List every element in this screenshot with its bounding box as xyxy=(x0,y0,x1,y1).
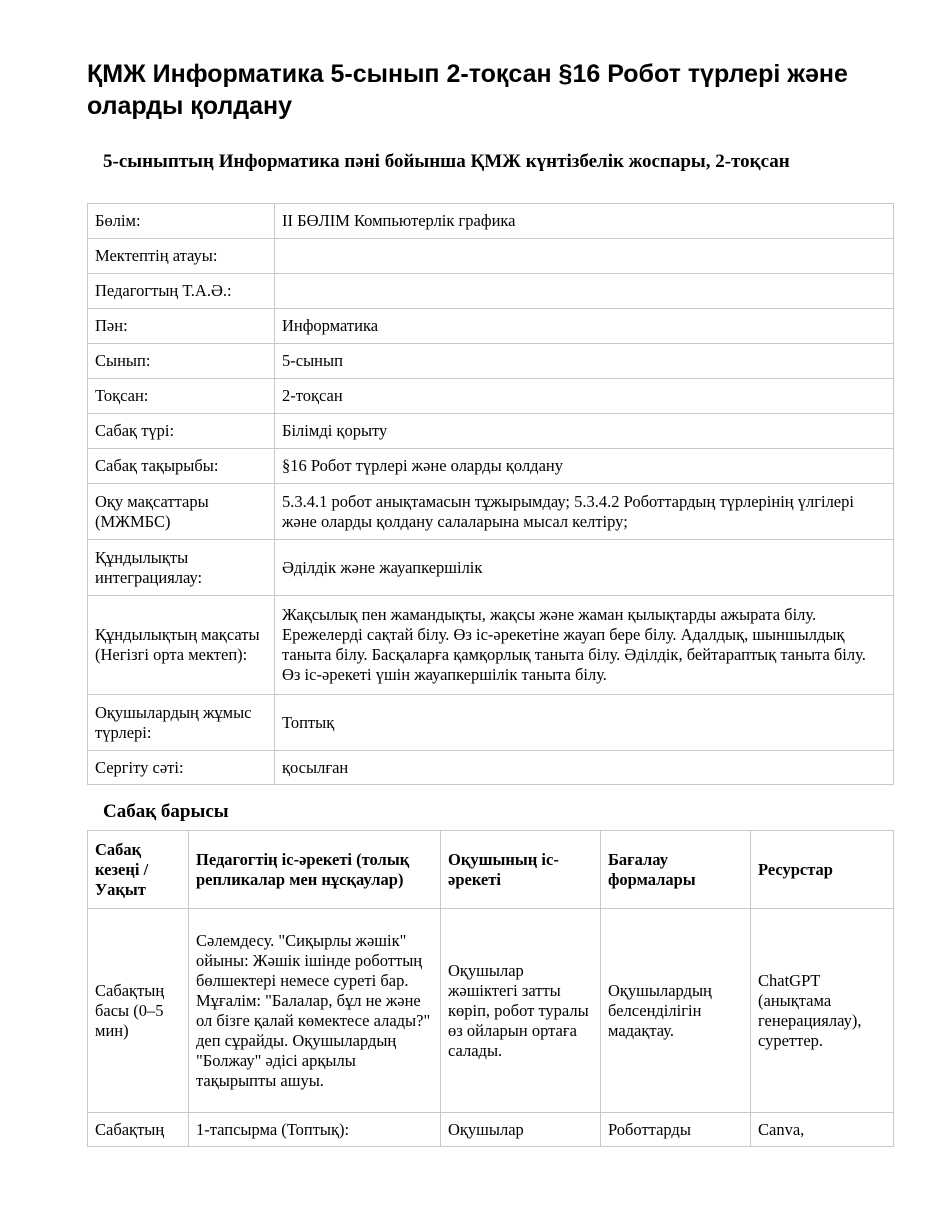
info-value: 5.3.4.1 робот анықтамасын тұжырымдау; 5.3.4.2 Роботтардың түрлерінің үлгілері және оларды қолдану салаларына мысал келтіру; xyxy=(275,484,894,540)
info-value: 5-сынып xyxy=(275,344,894,379)
student-activity-cell: Оқушылар xyxy=(441,1113,601,1147)
column-header-assessment: Бағалау формалары xyxy=(601,831,751,909)
info-value: Жақсылық пен жамандықты, жақсы және жаман қылықтарды ажырата білу. Ережелерді сақтай білу. Өз іс-әрекетіне жауап бере білу. Адалдық, шыншылдық таныта білу. Басқаларға қамқорлық таныта білу. Әділдік, бейтараптық таныта білу. Өз іс-әрекеті үшін жауапкершілік таныта білу. xyxy=(275,596,894,695)
plan-heading: 5-сыныптың Информатика пәні бойынша ҚМЖ күнтізбелік жоспары, 2-тоқсан xyxy=(103,151,790,172)
table-row xyxy=(88,449,894,484)
table-row xyxy=(88,540,894,596)
stage-cell: Сабақтың басы (0–5 мин) xyxy=(88,909,189,1113)
lesson-info-table xyxy=(87,203,894,785)
table-header-row xyxy=(88,831,894,909)
lesson-flow-heading: Сабақ барысы xyxy=(103,801,229,822)
info-value: Топтық xyxy=(275,695,894,751)
column-header-student-activity: Оқушының іс-әрекеті xyxy=(441,831,601,909)
info-value: Әділдік және жауапкершілік xyxy=(275,540,894,596)
info-value: қосылған xyxy=(275,751,894,785)
table-row xyxy=(88,274,894,309)
assessment-cell: Роботтарды xyxy=(601,1113,751,1147)
column-header-teacher-activity: Педагогтің іс-әрекеті (толық репликалар мен нұсқаулар) xyxy=(189,831,441,909)
resources-cell: Canva, xyxy=(751,1113,894,1147)
table-row xyxy=(88,204,894,239)
info-label: Құндылықтың мақсаты (Негізгі орта мектеп): xyxy=(88,596,275,695)
info-label: Педагогтың Т.А.Ә.: xyxy=(88,274,275,309)
info-label: Мектептің атауы: xyxy=(88,239,275,274)
info-value xyxy=(275,274,894,309)
info-label: Сынып: xyxy=(88,344,275,379)
lesson-flow-table xyxy=(87,830,894,1147)
info-label: Бөлім: xyxy=(88,204,275,239)
table-row xyxy=(88,751,894,785)
column-header-resources: Ресурстар xyxy=(751,831,894,909)
info-value: 2-тоқсан xyxy=(275,379,894,414)
column-header-stage: Сабақ кезеңі / Уақыт xyxy=(88,831,189,909)
assessment-cell: Оқушылардың белсенділігін мадақтау. xyxy=(601,909,751,1113)
table-row xyxy=(88,484,894,540)
info-label: Құндылықты интеграциялау: xyxy=(88,540,275,596)
resources-cell: ChatGPT (анықтама генерациялау), суреттер. xyxy=(751,909,894,1113)
table-row xyxy=(88,695,894,751)
info-value xyxy=(275,239,894,274)
table-row xyxy=(88,1113,894,1147)
info-label: Оқу мақсаттары (МЖМБС) xyxy=(88,484,275,540)
table-row xyxy=(88,596,894,695)
table-row xyxy=(88,909,894,1113)
info-label: Тоқсан: xyxy=(88,379,275,414)
table-row xyxy=(88,309,894,344)
info-label: Сабақ тақырыбы: xyxy=(88,449,275,484)
table-row xyxy=(88,414,894,449)
info-value: §16 Робот түрлері және оларды қолдану xyxy=(275,449,894,484)
info-label: Сабақ түрі: xyxy=(88,414,275,449)
info-value: II БӨЛІМ Компьютерлік графика xyxy=(275,204,894,239)
table-row xyxy=(88,344,894,379)
table-row xyxy=(88,379,894,414)
student-activity-cell: Оқушылар жәшіктегі затты көріп, робот туралы өз ойларын ортаға салады. xyxy=(441,909,601,1113)
teacher-activity-cell: 1-тапсырма (Топтық): xyxy=(189,1113,441,1147)
info-value: Білімді қорыту xyxy=(275,414,894,449)
document-title: ҚМЖ Информатика 5-сынып 2-тоқсан §16 Робот түрлері және оларды қолдану xyxy=(87,60,848,120)
info-label: Сергіту сәті: xyxy=(88,751,275,785)
stage-cell: Сабақтың xyxy=(88,1113,189,1147)
info-label: Пән: xyxy=(88,309,275,344)
info-label: Оқушылардың жұмыс түрлері: xyxy=(88,695,275,751)
teacher-activity-cell: Сәлемдесу. "Сиқырлы жәшік" ойыны: Жәшік ішінде роботтың бөлшектері немесе суреті бар. Мұғалім: "Балалар, бұл не және ол бізге қалай көмектесе алады?" деп сұрайды. Оқушылардың "Болжау" әдісі арқылы тақырыпты ашуы. xyxy=(189,909,441,1113)
info-value: Информатика xyxy=(275,309,894,344)
table-row xyxy=(88,239,894,274)
